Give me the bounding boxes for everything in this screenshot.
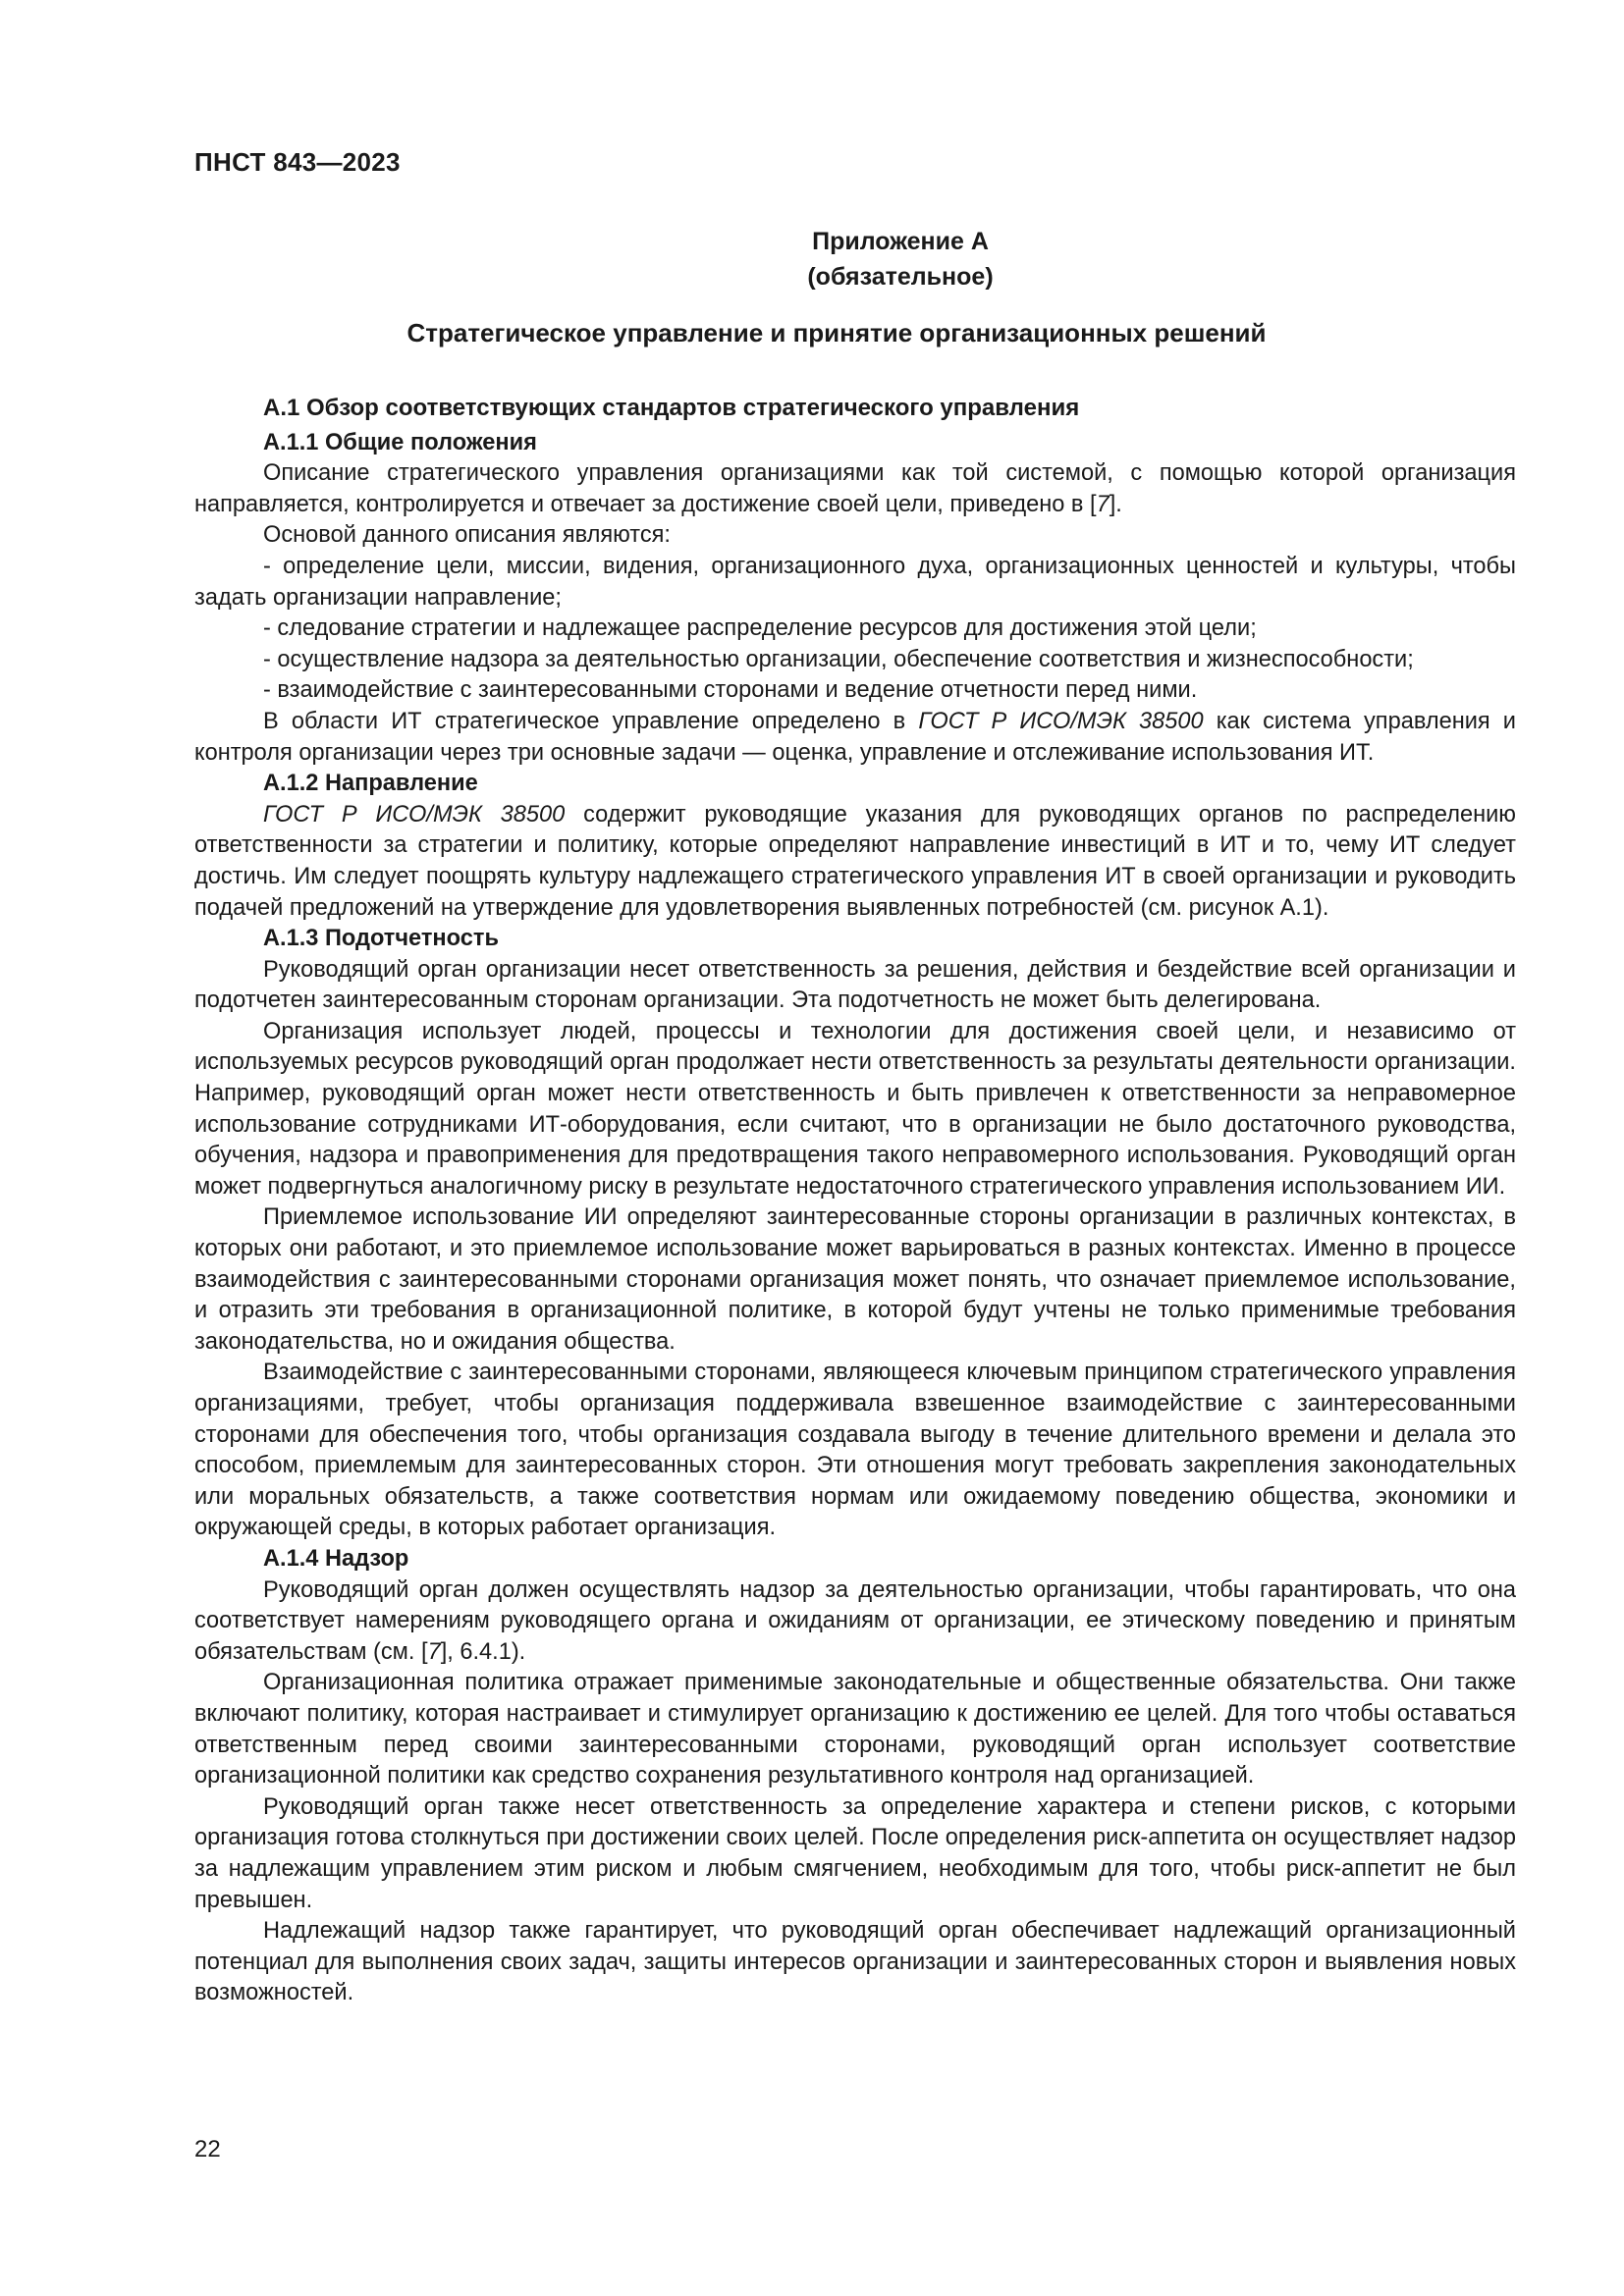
- subsection-heading-a111: А.1.1 Общие положения: [263, 429, 537, 455]
- list-item: - взаимодействие с заинтересованными сторонами и ведение отчетности перед ними.: [263, 677, 1198, 704]
- list-item: - следование стратегии и надлежащее распределение ресурсов для достижения этой цели;: [263, 615, 1257, 642]
- document-code: ПНСТ 843—2023: [194, 147, 401, 177]
- reference: 7: [427, 1638, 441, 1665]
- subsection-heading-a114: А.1.4 Надзор: [263, 1545, 409, 1572]
- paragraph: Надлежащий надзор также гарантирует, что руководящий орган обеспечивает надлежащий организационный потенциал для выполнения своих задач, защиты интересов организации и заинтересованных сторон и выявления новых возможностей.: [194, 1918, 1516, 2006]
- appendix-label: Приложение А: [812, 228, 989, 255]
- paragraph: Организация использует людей, процессы и технологии для достижения своей цели, и независимо от используемых ресурсов руководящий орган продолжает нести ответственность за результаты деятельности организации. Например, руководящий орган может нести ответственность и быть привлечен к ответственности за неправомерное использование сотрудниками ИТ-оборудования, если считают, что в организации не было достаточного руководства, обучения, надзора и правоприменения для предотвращения такого неправомерного использования. Руководящий орган может подвергнуться аналогичному риску в результате недостаточного стратегического управления использованием ИИ.: [194, 1018, 1516, 1200]
- paragraph: В области ИТ стратегическое управление определено в ГОСТ Р ИСО/МЭК 38500 как система управления и контроля организации через три основные задачи — оценка, управление и отслеживание использования ИТ.: [194, 708, 1516, 766]
- paragraph: Приемлемое использование ИИ определяют заинтересованные стороны организации в различных контекстах, в которых они работают, и это приемлемое использование может варьироваться в разных контекстах. Именно в процессе взаимодействия с заинтересованными сторонами организация может понять, что означает приемлемое использование, и отразить эти требования в организационной политике, в которой будут учтены не только применимые требования законодательства, но и ожидания общества.: [194, 1204, 1516, 1355]
- paragraph: Руководящий орган также несет ответственность за определение характера и степени рисков, с которыми организация готова столкнуться при достижении своих целей. После определения риск-аппетита он осуществляет надзор за надлежащим управлением этим риском и любым смягчением, необходимым для того, чтобы риск-аппетит не был превышен.: [194, 1793, 1516, 1913]
- subsection-heading-a113: А.1.3 Подотчетность: [263, 926, 499, 952]
- page-title-text: Стратегическое управление и принятие организационных решений: [406, 318, 1267, 347]
- paragraph: Руководящий орган организации несет ответственность за решения, действия и бездействие всей организации и подотчетен заинтересованным сторонам организации. Эта подотчетность не может быть делегирована.: [194, 956, 1516, 1014]
- paragraph: Основой данного описания являются:: [263, 522, 671, 549]
- page-title: [0, 318, 1624, 348]
- paragraph: Руководящий орган должен осуществлять надзор за деятельностью организации, чтобы гарантировать, что она соответствует намерениям руководящего органа и ожиданиям от организации, ее этическому поведению и принятым обязательствам (см. [7], 6.4.1).: [194, 1576, 1516, 1665]
- appendix-heading: [0, 224, 1624, 294]
- list-item: - определение цели, миссии, видения, организационного духа, организационных ценностей и культуры, чтобы задать организации направление;: [194, 553, 1516, 611]
- standard-reference: ГОСТ Р ИСО/МЭК 38500: [263, 801, 566, 828]
- list-item: - осуществление надзора за деятельностью организации, обеспечение соответствия и жизнеспособности;: [263, 646, 1414, 672]
- reference: 7: [1096, 491, 1110, 517]
- paragraph: Организационная политика отражает применимые законодательные и общественные обязательства. Они также включают политику, которая настраивает и стимулирует организацию к достижению ее целей. Для того чтобы оставаться ответственным перед своими заинтересованными сторонами, руководящий орган использует соответствие организационной политики как средство сохранения результативного контроля над организацией.: [194, 1670, 1516, 1789]
- paragraph: ГОСТ Р ИСО/МЭК 38500 содержит руководящие указания для руководящих органов по распределению ответственности за стратегии и политику, которые определяют направление инвестиций в ИТ и то, чему ИТ следует достичь. Им следует поощрять культуру надлежащего стратегического управления ИТ в своей организации и руководить подачей предложений на утверждение для удовлетворения выявленных потребностей (см. рисунок А.1).: [194, 801, 1516, 921]
- paragraph: Взаимодействие с заинтересованными сторонами, являющееся ключевым принципом стратегического управления организациями, требует, чтобы организация поддерживала взвешенное взаимодействие с заинтересованными сторонами для обеспечения того, чтобы организация создавала выгоду в течение длительного времени и делала это способом, приемлемым для заинтересованных сторон. Эти отношения могут требовать закрепления законодательных или моральных обязательств, а также соответствия нормам или ожидаемому поведению общества, экономики и окружающей среды, в которых работает организация.: [194, 1360, 1516, 1541]
- paragraph: Описание стратегического управления организациями как той системой, с помощью которой организация направляется, контролируется и отвечает за достижение своей цели, приведено в [7].: [194, 460, 1516, 517]
- subsection-heading-a112: А.1.2 Направление: [263, 771, 478, 797]
- document-body: [194, 393, 1516, 2009]
- appendix-status: (обязательное): [807, 263, 994, 291]
- page-number: 22: [194, 2136, 221, 2163]
- standard-reference: ГОСТ Р ИСО/МЭК 38500: [918, 708, 1204, 734]
- section-heading: А.1 Обзор соответствующих стандартов стратегического управления: [263, 395, 1080, 421]
